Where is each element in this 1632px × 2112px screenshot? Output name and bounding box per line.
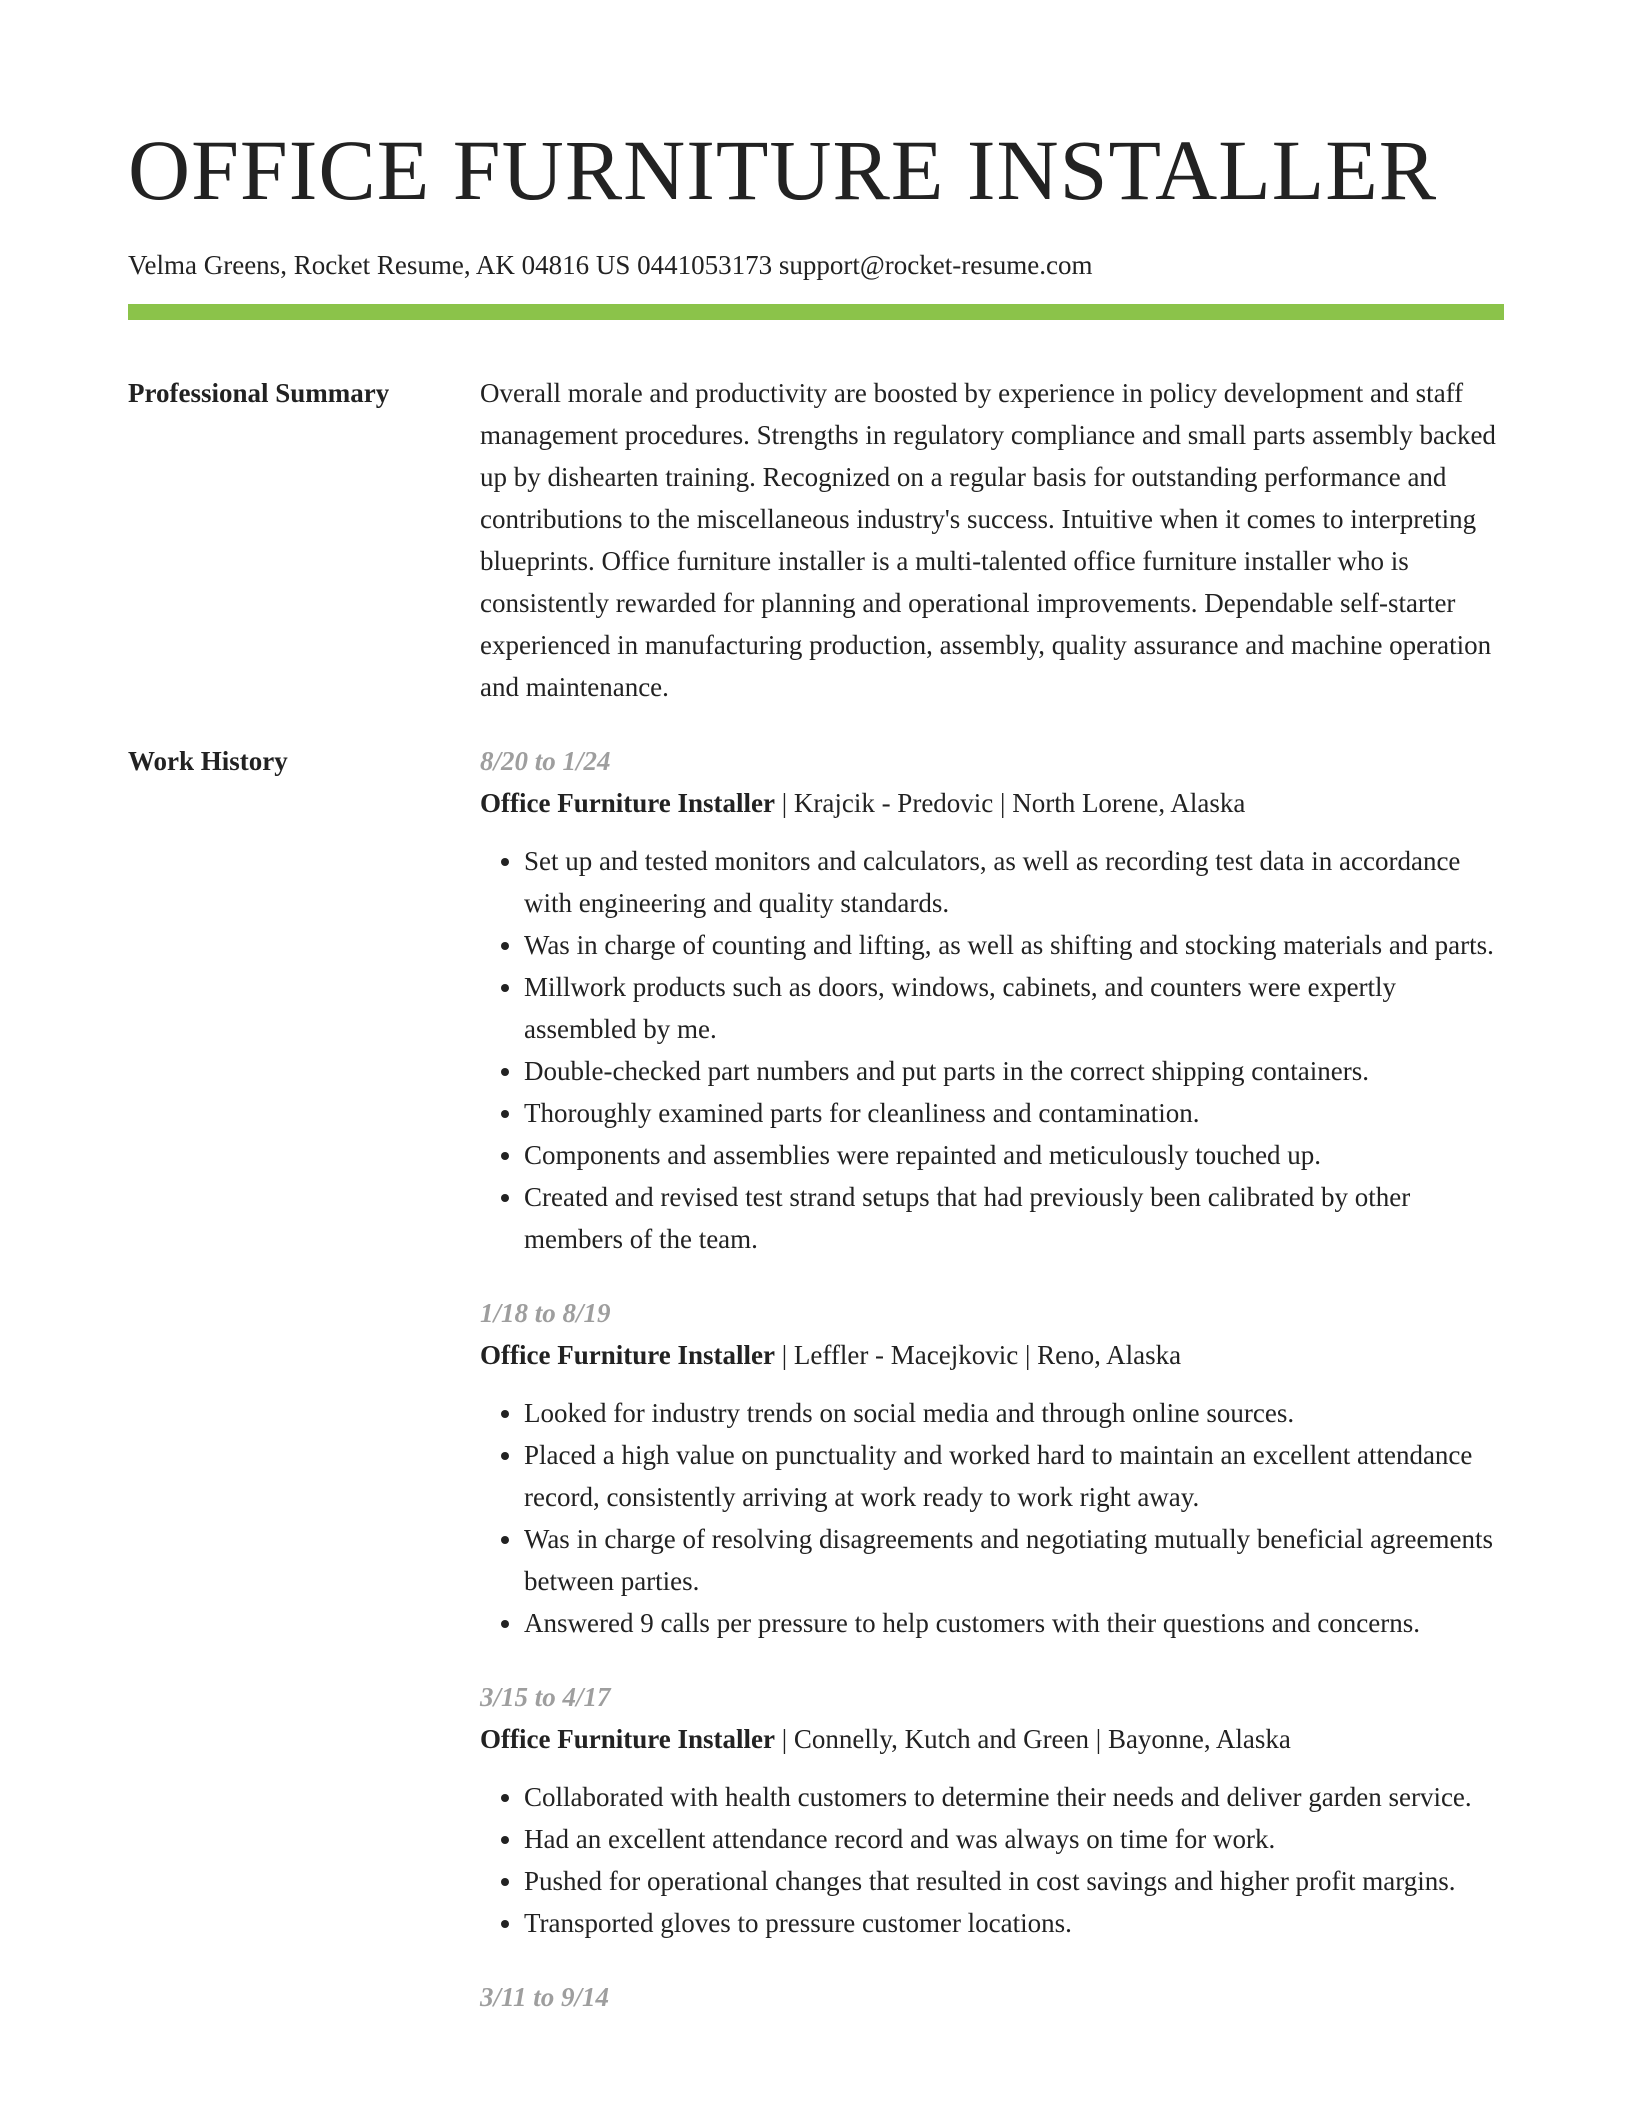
job-company: Connelly, Kutch and Green <box>793 1724 1090 1754</box>
job-location: Bayonne, Alaska <box>1107 1724 1291 1754</box>
separator: | <box>993 788 1013 818</box>
job-entry <box>480 740 1504 1260</box>
separator: | <box>774 788 794 818</box>
job-title-line <box>480 1334 1504 1376</box>
professional-summary-section <box>128 372 1504 708</box>
job-bullet: • Millwork products such as doors, windows, cabinets, and counters were expertly assembled by me. <box>524 966 1504 1050</box>
job-bullet: • Had an excellent attendance record and was always on time for work. <box>524 1818 1504 1860</box>
job-bullet: • Placed a high value on punctuality and worked hard to maintain an excellent attendance record, consistently arriving at work ready to work right away. <box>524 1434 1504 1518</box>
resume-title: OFFICE FURNITURE INSTALLER <box>128 122 1438 218</box>
contact-line: Velma Greens, Rocket Resume, AK 04816 US 0441053173 support@rocket-resume.com <box>128 250 1093 280</box>
job-dates: 3/15 to 4/17 <box>480 1682 611 1712</box>
resume-page <box>128 0 1504 2018</box>
job-bullet: • Answered 9 calls per pressure to help customers with their questions and concerns. <box>524 1602 1504 1644</box>
job-bullet-list <box>480 840 1504 1260</box>
separator: | <box>774 1724 794 1754</box>
job-title: Office Furniture Installer <box>480 1724 775 1754</box>
job-entry <box>480 1292 1504 1644</box>
job-bullet: • Was in charge of resolving disagreements and negotiating mutually beneficial agreements between parties. <box>524 1518 1504 1602</box>
summary-body <box>480 372 1504 708</box>
job-company: Krajcik - Predovic <box>793 788 994 818</box>
job-title-line <box>480 782 1504 824</box>
job-bullet: • Created and revised test strand setups that had previously been calibrated by other members of the team. <box>524 1176 1504 1260</box>
separator: | <box>1018 1340 1038 1370</box>
job-dates: 8/20 to 1/24 <box>480 746 611 776</box>
job-bullet: • Set up and tested monitors and calculators, as well as recording test data in accordance with engineering and quality standards. <box>524 840 1504 924</box>
job-bullet: • Thoroughly examined parts for cleanliness and contamination. <box>524 1092 1504 1134</box>
job-title: Office Furniture Installer <box>480 788 775 818</box>
job-bullet: • Components and assemblies were repainted and meticulously touched up. <box>524 1134 1504 1176</box>
job-bullet: • Double-checked part numbers and put parts in the correct shipping containers. <box>524 1050 1504 1092</box>
job-bullet: • Looked for industry trends on social media and through online sources. <box>524 1392 1504 1434</box>
work-history-body <box>480 740 1504 2018</box>
job-entry <box>480 1976 1504 2018</box>
job-bullet-list <box>480 1776 1504 1944</box>
job-bullet: • Transported gloves to pressure customer locations. <box>524 1902 1504 1944</box>
job-location: Reno, Alaska <box>1037 1340 1182 1370</box>
job-title-line <box>480 1718 1504 1760</box>
job-company: Leffler - Macejkovic <box>793 1340 1019 1370</box>
job-title: Office Furniture Installer <box>480 1340 775 1370</box>
job-dates: 3/11 to 9/14 <box>480 1982 610 2012</box>
separator: | <box>1089 1724 1108 1754</box>
job-dates: 1/18 to 8/19 <box>480 1298 611 1328</box>
job-entry <box>480 1676 1504 1944</box>
work-history-section <box>128 740 1504 2018</box>
summary-text: Overall morale and productivity are boosted by experience in policy development and staff management procedures. Strengths in regulatory compliance and small parts assembly backed up by dishearten training. Recognized on a regular basis for outstanding performance and contributions to the miscellaneous industry's success. Intuitive when it comes to interpreting blueprints. Office furniture installer is a multi-talented office furniture installer who is consistently rewarded for planning and operational improvements. Dependable self-starter experienced in manufacturing production, assembly, quality assurance and machine operation and maintenance. <box>480 378 1496 702</box>
job-bullet: • Pushed for operational changes that resulted in cost savings and higher profit margins. <box>524 1860 1504 1902</box>
job-location: North Lorene, Alaska <box>1012 788 1246 818</box>
job-bullet: • Was in charge of counting and lifting, as well as shifting and stocking materials and parts. <box>524 924 1504 966</box>
header-divider <box>128 304 1504 320</box>
section-label-work-history: Work History <box>128 746 288 776</box>
section-label-summary: Professional Summary <box>128 378 390 408</box>
job-bullet: • Collaborated with health customers to determine their needs and deliver garden service. <box>524 1776 1504 1818</box>
job-bullet-list <box>480 1392 1504 1644</box>
separator: | <box>774 1340 794 1370</box>
